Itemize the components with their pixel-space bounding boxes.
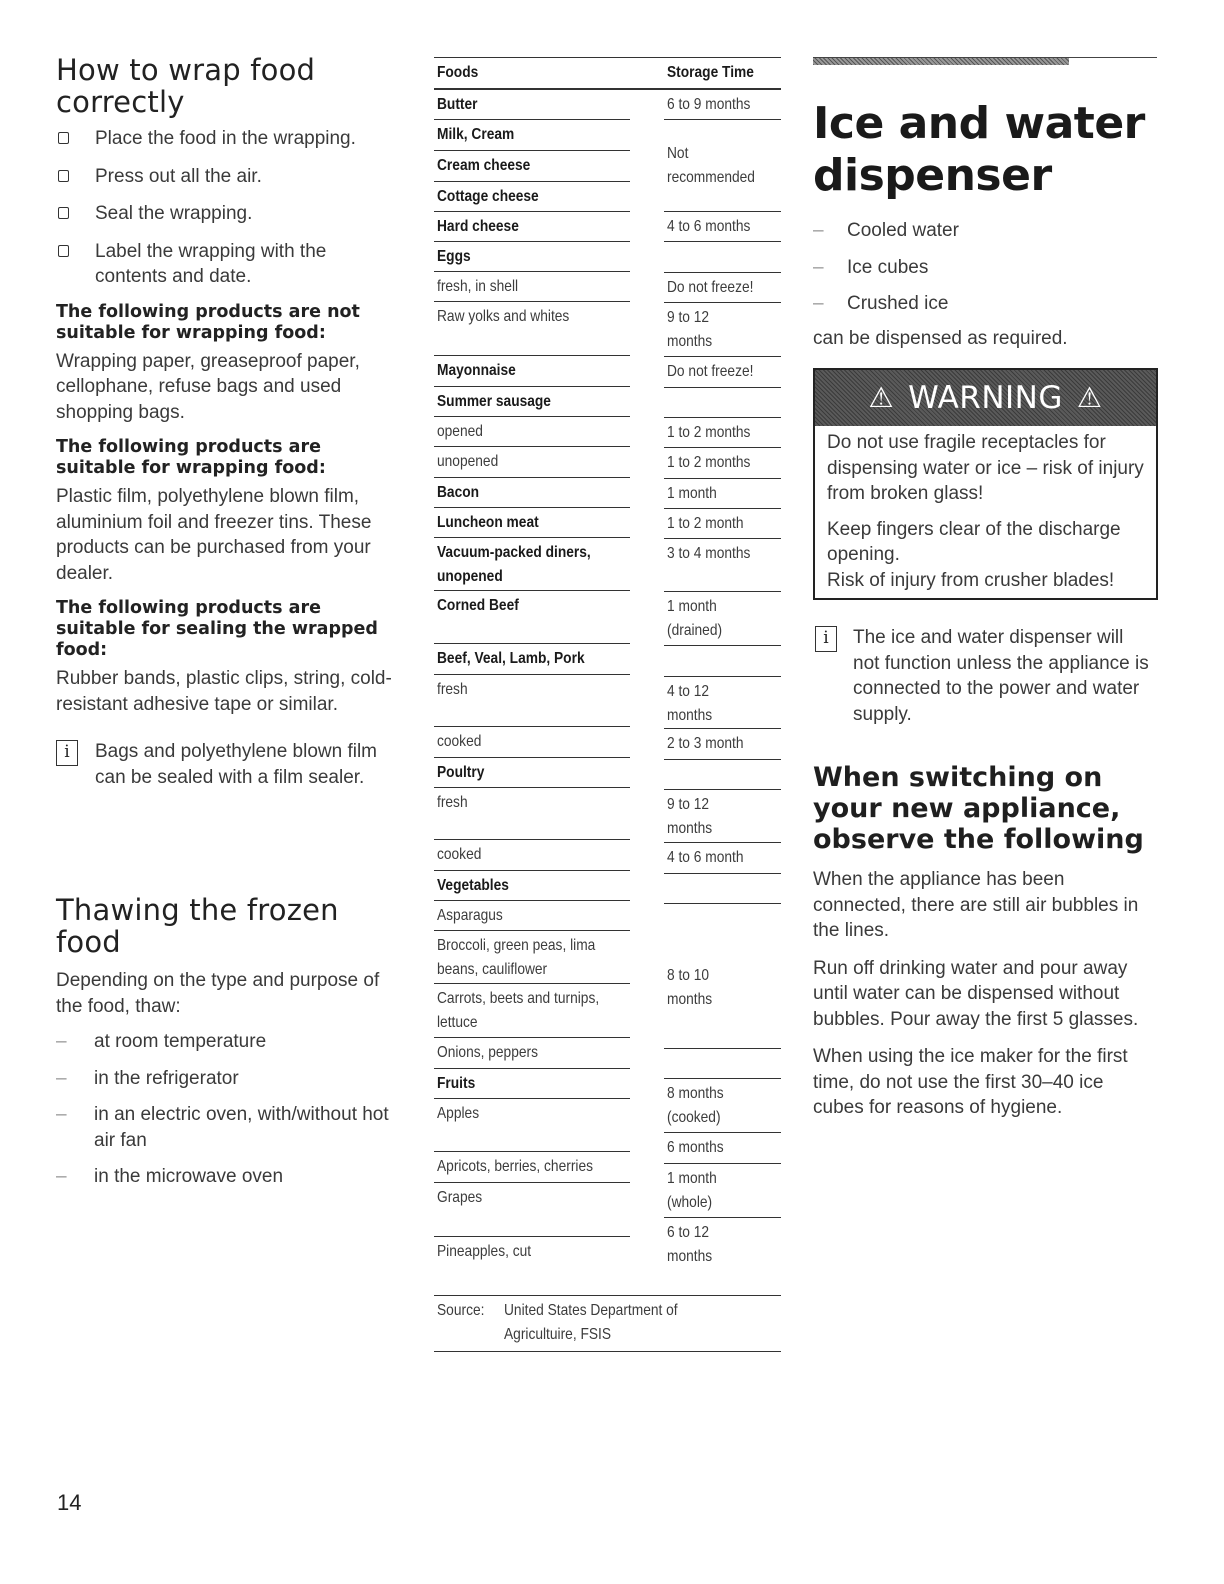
source-top-rule [434, 1295, 781, 1296]
table-row-time: 8 to 10 [667, 967, 710, 984]
dash-bullet: – [813, 293, 824, 314]
table-row-food: Raw yolks and whites [437, 308, 570, 325]
dispenser-item [813, 218, 1158, 244]
dash-bullet: – [813, 256, 824, 278]
table-row-rule [434, 983, 630, 984]
thaw-item-text: at room temperature [94, 1031, 267, 1052]
table-row-rule [664, 873, 781, 874]
table-header-rule [434, 88, 781, 90]
table-row-time: 1 month [667, 485, 717, 502]
table-row-time: 2 to 3 month [667, 735, 744, 752]
table-row-rule [664, 903, 781, 904]
table-row-food: fresh [437, 681, 468, 698]
table-row-rule [434, 643, 630, 644]
table-row-rule [664, 387, 781, 388]
table-row-time: 9 to 12 [667, 796, 710, 813]
source-line2: Agricultuire, FSIS [504, 1326, 612, 1343]
table-row-time: Do not freeze! [667, 363, 754, 380]
dispenser-title [813, 98, 1158, 202]
dash-bullet: – [56, 1104, 67, 1125]
table-row-time: 6 to 12 [667, 1224, 710, 1241]
source-bottom-rule [434, 1351, 781, 1352]
table-row-food: fresh, in shell [437, 278, 519, 295]
dispenser-title-line1: Ice and water [813, 98, 1145, 149]
table-row-food: Bacon [437, 484, 480, 501]
source-label: Source: [437, 1302, 485, 1319]
switching-p2: Run off drinking water and pour away until water can be dispensed without bubbles. Pour away the first 5 glasses. [813, 957, 1139, 1030]
table-row-rule [434, 900, 630, 901]
table-row-time: 8 months [667, 1085, 724, 1102]
table-row-rule [434, 1236, 630, 1237]
info-icon: i [56, 740, 78, 766]
dispenser-item-text: Crushed ice [847, 293, 949, 314]
table-row-food: Cream cheese [437, 157, 531, 174]
table-row-rule [664, 211, 781, 212]
table-row-food: Cottage cheese [437, 188, 539, 205]
dispenser-item [813, 255, 1158, 281]
table-row-rule [664, 538, 781, 539]
table-row-food: Corned Beef [437, 597, 519, 614]
table-row-rule [434, 477, 630, 478]
table-row-rule [664, 759, 781, 760]
warning-text-3: Risk of injury from crusher blades! [827, 569, 1115, 591]
dash-bullet: – [56, 1166, 67, 1187]
table-row-time-cont: months [667, 333, 713, 350]
table-row-rule [434, 301, 630, 302]
table-row-rule [664, 241, 781, 242]
table-row-food: Grapes [437, 1189, 483, 1206]
table-row-rule [434, 386, 630, 387]
dispenser-info-text: The ice and water dispenser will not function unless the appliance is connected to the power and water supply. [853, 627, 1149, 725]
table-row-food: Vegetables [437, 877, 509, 894]
thaw-title-line1: Thawing the frozen [56, 893, 339, 927]
table-row-rule [664, 302, 781, 303]
wrap-info-text: Bags and polyethylene blown film can be sealed with a film sealer. [95, 741, 378, 788]
table-row-food-cont: unopened [437, 568, 503, 585]
wrap-step-text: Seal the wrapping. [95, 203, 253, 224]
table-row-time-cont: months [667, 707, 713, 724]
table-row-rule [664, 1132, 781, 1133]
wrap-title-line1: How to wrap food [56, 53, 316, 87]
table-row-time-cont: months [667, 1248, 713, 1265]
dispenser-info-note [815, 625, 1160, 727]
table-row-rule [664, 447, 781, 448]
table-row-rule [434, 416, 630, 417]
table-row-rule [664, 1048, 781, 1049]
thaw-item-text: in the microwave oven [94, 1166, 284, 1187]
table-row-rule [434, 1151, 630, 1152]
table-row-rule [434, 271, 630, 272]
table-row-food: Onions, peppers [437, 1044, 538, 1061]
table-row-time-cont: months [667, 820, 713, 837]
dispenser-item [813, 291, 1158, 317]
page-number: 14 [57, 1490, 82, 1515]
sealing-heading: The following products are suitable for sealing the wrapped food: [56, 598, 378, 660]
table-top-rule [434, 57, 781, 58]
table-row-food: Summer sausage [437, 393, 551, 410]
table-row-rule [664, 1217, 781, 1218]
switching-title-line3: observe the following [813, 824, 1144, 855]
table-row-food: Fruits [437, 1075, 476, 1092]
table-row-food: Luncheon meat [437, 514, 539, 531]
table-row-time: 1 month [667, 598, 717, 615]
table-row-rule [434, 1182, 630, 1183]
table-row-time: 9 to 12 [667, 309, 710, 326]
table-row-food-cont: lettuce [437, 1014, 478, 1031]
warning-title: WARNING [908, 380, 1063, 416]
table-row-food: cooked [437, 733, 482, 750]
table-row-time: 4 to 6 months [667, 218, 751, 235]
table-row-food: fresh [437, 794, 468, 811]
table-row-rule [434, 590, 630, 591]
table-row-food: Milk, Cream [437, 126, 515, 143]
warning-text-2: Keep fingers clear of the discharge opening. [827, 518, 1121, 565]
table-row-rule [434, 355, 630, 356]
table-row-rule [664, 591, 781, 592]
table-row-rule [664, 356, 781, 357]
warning-box [813, 368, 1158, 600]
table-row-rule [434, 507, 630, 508]
sealing-text: Rubber bands, plastic clips, string, cold-resistant adhesive tape or similar. [56, 668, 392, 715]
not-suitable-heading: The following products are not suitable for wrapping food: [56, 301, 360, 343]
table-row-rule [434, 1068, 630, 1069]
table-row-rule [434, 674, 630, 675]
table-row-food: Beef, Veal, Lamb, Pork [437, 650, 585, 667]
table-header-foods: Foods [437, 64, 479, 81]
table-row-rule [434, 537, 630, 538]
thaw-intro: Depending on the type and purpose of the food, thaw: [56, 970, 380, 1017]
table-row-time-cont: months [667, 991, 713, 1008]
table-row-time: 4 to 6 month [667, 849, 744, 866]
table-row-time: 1 month [667, 1170, 717, 1187]
wrap-step-text: Press out all the air. [95, 165, 262, 187]
table-row-time: Do not freeze! [667, 279, 754, 296]
table-row-rule [434, 446, 630, 447]
table-row-food: Apricots, berries, cherries [437, 1158, 593, 1175]
dash-bullet: – [56, 1031, 67, 1052]
suitable-text: Plastic film, polyethylene blown film, aluminium foil and freezer tins. These products can be purchased from your dealer. [56, 486, 372, 584]
table-row-time: 4 to 12 [667, 683, 710, 700]
switching-title [813, 762, 1158, 855]
suitable-heading: The following products are suitable for wrapping food: [56, 437, 326, 478]
table-row-time: 6 months [667, 1139, 724, 1156]
table-row-rule [664, 1078, 781, 1079]
table-row-food: unopened [437, 453, 499, 470]
dispenser-item-text: Cooled water [847, 220, 959, 241]
table-row-rule [664, 1163, 781, 1164]
switching-p1: When the appliance has been connected, there are still air bubbles in the lines. [813, 869, 1139, 941]
table-row-time: 3 to 4 months [667, 545, 751, 562]
table-row-rule [434, 870, 630, 871]
table-row-food: Mayonnaise [437, 362, 516, 379]
switching-title-line1: When switching on [813, 762, 1103, 793]
top-rule-bar [813, 57, 1157, 65]
switching-title-line2: your new appliance, [813, 793, 1121, 824]
info-icon: i [815, 626, 837, 652]
warning-text-1: Do not use fragile receptacles for dispensing water or ice – risk of injury from broken glass! [827, 432, 1144, 504]
table-row-rule [664, 676, 781, 677]
table-row-food: Poultry [437, 764, 485, 781]
not-suitable-text: Wrapping paper, greaseproof paper, cellophane, refuse bags and used shopping bags. [56, 350, 360, 423]
table-row-food: Carrots, beets and turnips, [437, 990, 600, 1007]
table-row-time: 1 to 2 months [667, 424, 751, 441]
table-row-rule [434, 930, 630, 931]
table-row-food: cooked [437, 846, 482, 863]
table-row-food: Eggs [437, 248, 471, 265]
table-row-rule [434, 241, 630, 242]
table-row-rule [434, 757, 630, 758]
table-row-rule [664, 645, 781, 646]
dash-bullet: – [56, 1067, 67, 1089]
wrap-title-line2: correctly [56, 85, 185, 119]
table-row-rule [664, 272, 781, 273]
table-row-rule [434, 839, 630, 840]
dispenser-item-text: Ice cubes [847, 256, 929, 278]
thaw-item-text: in the refrigerator [94, 1067, 239, 1089]
table-row-rule [434, 150, 630, 151]
table-row-time-cont: (whole) [667, 1194, 713, 1211]
table-row-rule [664, 417, 781, 418]
switching-p3: When using the ice maker for the first time, do not use the first 30–40 ice cubes for reasons of hygiene. [813, 1046, 1128, 1118]
table-row-time-cont: recommended [667, 169, 755, 186]
thaw-item-text: in an electric oven, with/without hot air fan [94, 1104, 389, 1151]
table-row-food: Apples [437, 1105, 480, 1122]
switching-section [813, 762, 1158, 1121]
dispenser-section [813, 98, 1158, 351]
table-header-time: Storage Time [667, 64, 754, 81]
dash-bullet: – [813, 220, 824, 241]
table-row-rule [664, 728, 781, 729]
table-row-time-cont: (drained) [667, 622, 723, 639]
source-line1: United States Department of [504, 1302, 678, 1319]
table-row-rule [434, 211, 630, 212]
table-row-food: Vacuum-packed diners, [437, 544, 591, 561]
table-row-rule [664, 789, 781, 790]
table-row-food: Hard cheese [437, 218, 519, 235]
table-row-rule [664, 842, 781, 843]
table-row-time: 6 to 9 months [667, 96, 751, 113]
dispenser-title-line2: dispenser [813, 150, 1052, 201]
table-row-food: Asparagus [437, 907, 503, 924]
table-row-rule [664, 478, 781, 479]
table-row-rule [664, 508, 781, 509]
table-row-rule [664, 119, 781, 120]
table-row-time: 1 to 2 month [667, 515, 744, 532]
table-row-food-cont: beans, cauliflower [437, 961, 548, 978]
warning-body [815, 426, 1156, 593]
table-row-food: opened [437, 423, 483, 440]
table-row-time: Not [667, 145, 689, 162]
table-row-rule [434, 181, 630, 182]
dispenser-after-list: can be dispensed as required. [813, 327, 1068, 349]
table-row-food: Pineapples, cut [437, 1243, 532, 1260]
table-row-time: 1 to 2 months [667, 454, 751, 471]
warning-header [815, 370, 1156, 426]
table-row-rule [434, 787, 630, 788]
dispenser-list [813, 218, 1158, 317]
wrap-step-text: Place the food in the wrapping. [95, 128, 356, 149]
wrap-step-text: Label the wrapping with the contents and date. [95, 240, 327, 287]
warning-triangle-icon: ⚠ [1076, 381, 1103, 414]
table-row-food: Butter [437, 96, 478, 113]
warning-triangle-icon: ⚠ [868, 381, 895, 414]
thaw-title-line2: food [56, 925, 121, 959]
table-row-rule [434, 119, 630, 120]
table-row-time-cont: (cooked) [667, 1109, 721, 1126]
table-row-food: Broccoli, green peas, lima [437, 937, 596, 954]
table-row-rule [434, 726, 630, 727]
table-row-rule [434, 1037, 630, 1038]
table-row-rule [434, 1098, 630, 1099]
